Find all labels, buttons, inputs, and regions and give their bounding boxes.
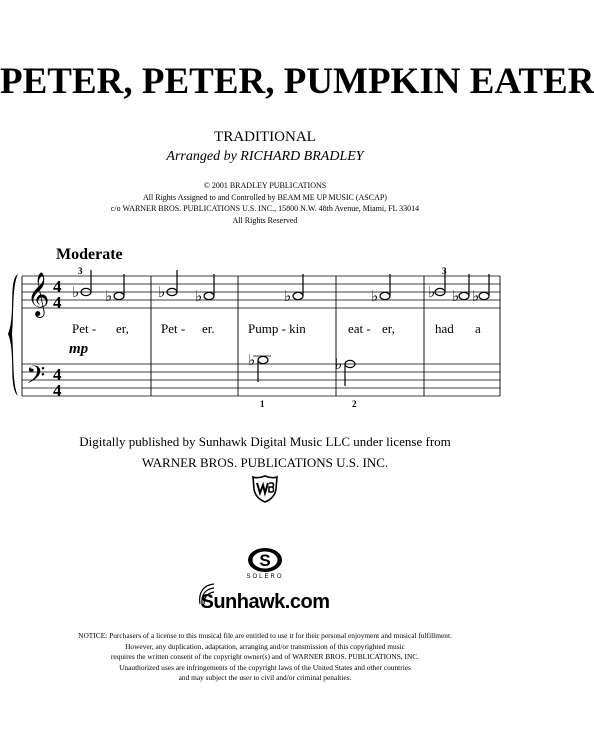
- bass-staff: [22, 364, 500, 396]
- lyric-syllable: a: [475, 321, 481, 336]
- flat-sign: ♭: [371, 287, 379, 305]
- lyric-syllable: Pet -: [72, 321, 97, 336]
- warner-bros-shield-icon: [252, 475, 278, 503]
- arranger-credit: Arranged by RICHARD BRADLEY: [166, 149, 364, 164]
- copyright-block: [0, 180, 530, 226]
- grand-staff-brace: [8, 274, 18, 396]
- flat-sign: ♭: [452, 287, 460, 305]
- bass-clef: 𝄢: [26, 361, 46, 396]
- song-subtitle: TRADITIONAL: [214, 129, 316, 145]
- flat-sign: ♭: [158, 283, 166, 301]
- flat-sign: ♭: [472, 287, 480, 305]
- copyright-line: c/o WARNER BROS. PUBLICATIONS U.S. INC., 15800 N.W. 48th Avenue, Miami, FL 33014: [110, 204, 420, 213]
- fingering-number: 2: [352, 399, 357, 409]
- time-signature-top: 4: [53, 365, 62, 384]
- half-note: [293, 274, 303, 300]
- flat-sign: ♭: [248, 351, 256, 369]
- time-signature-bottom: 4: [53, 381, 62, 400]
- tempo-marking: Moderate: [56, 246, 123, 263]
- flat-sign: ♭: [428, 283, 436, 301]
- half-note: [479, 274, 489, 300]
- lyric-syllable: er,: [382, 321, 395, 336]
- legal-notice: [0, 631, 530, 684]
- flat-sign: ♭: [105, 287, 113, 305]
- notice-line: Unauthorized uses are infringements of the copyright laws of the United States and other countries: [119, 662, 411, 672]
- digital-publisher-line: Digitally published by Sunhawk Digital Music LLC under license from: [79, 434, 451, 449]
- half-note: [459, 274, 469, 300]
- time-signature-bottom: 4: [53, 293, 62, 312]
- lyric-syllable: eat -: [348, 321, 371, 336]
- copyright-line: All Rights Assigned to and Controlled by BEAM ME UP MUSIC (ASCAP): [143, 192, 387, 202]
- notice-line: and may subject the user to civil and/or criminal penalties.: [178, 673, 352, 682]
- notice-line: NOTICE: Purchasers of a license to this musical file are entitled to use it for their personal enjoyment and musical fulfillment.: [78, 631, 452, 640]
- flat-sign: ♭: [72, 283, 80, 301]
- copyright-line: © 2001 BRADLEY PUBLICATIONS: [203, 181, 327, 190]
- flat-sign: ♭: [284, 287, 292, 305]
- lyric-syllable: Pump - kin: [248, 321, 306, 336]
- half-note: [380, 274, 390, 300]
- triplet-mark: 3: [442, 266, 447, 276]
- half-note: [258, 356, 268, 382]
- fingering-number: 1: [260, 399, 265, 409]
- solero-logo-icon: [246, 546, 284, 574]
- half-note: [114, 274, 124, 300]
- sunhawk-wordmark: Sunhawk.com: [200, 591, 330, 613]
- flat-sign: ♭: [195, 287, 203, 305]
- notice-line: However, any duplication, adaptation, arranging and/or transmission of this copyrighted music: [125, 641, 405, 651]
- solero-label: SOLERO: [246, 574, 284, 580]
- time-signature-top: 4: [53, 277, 62, 296]
- svg-text:S: S: [259, 551, 271, 570]
- dynamic-marking: mp: [69, 341, 89, 357]
- song-title: PETER, PETER, PUMPKIN EATER: [0, 61, 594, 102]
- treble-clef: 𝄞: [27, 272, 50, 316]
- lyric-syllable: had: [435, 321, 454, 336]
- flat-sign: ♭: [335, 355, 343, 373]
- triplet-mark: 3: [78, 266, 83, 276]
- lyric-syllable: er,: [116, 321, 129, 336]
- copyright-line: All Rights Reserved: [232, 215, 298, 225]
- flat-signs: [72, 283, 479, 305]
- lyric-syllable: Pet -: [161, 321, 186, 336]
- notice-line: requires the written consent of the copyright owner(s) and of WARNER BROS. PUBLICATIONS, INC.: [110, 652, 420, 661]
- digital-publisher-line: WARNER BROS. PUBLICATIONS U.S. INC.: [141, 455, 389, 470]
- half-note: [204, 274, 214, 300]
- lyric-syllable: er.: [202, 321, 215, 336]
